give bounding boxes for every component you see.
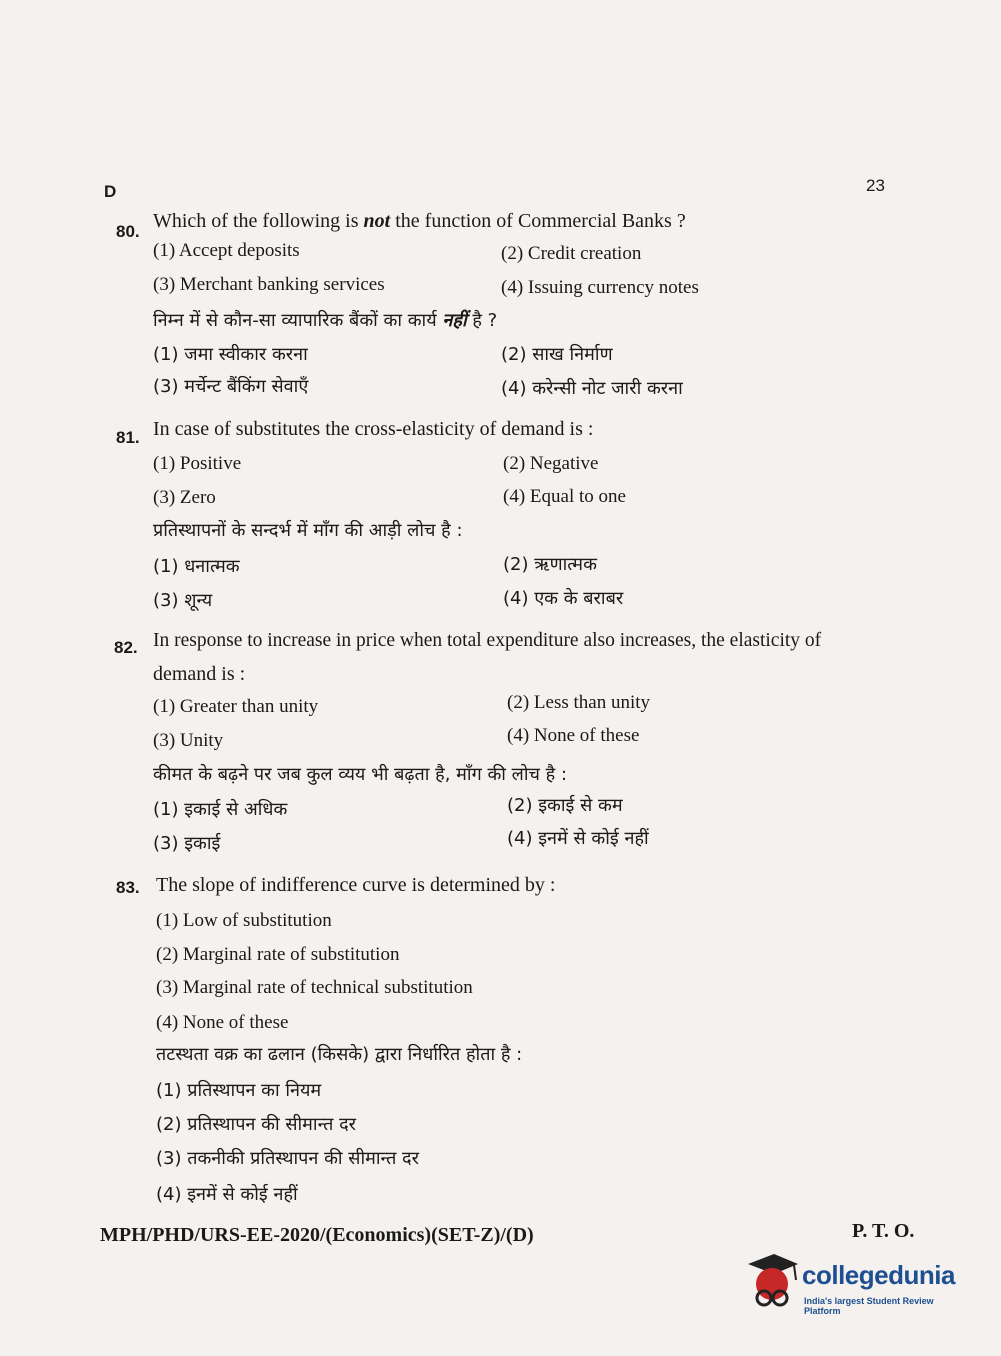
- option-en-2: (2) Credit creation: [501, 243, 642, 264]
- option-hi-3: (3) तकनीकी प्रतिस्थापन की सीमान्त दर: [156, 1148, 419, 1169]
- collegedunia-logo: [742, 1248, 972, 1318]
- option-hi-4: (4) इनमें से कोई नहीं: [156, 1184, 298, 1205]
- option-hi-4: (4) इनमें से कोई नहीं: [507, 828, 649, 849]
- option-en-3: (3) Zero: [153, 487, 216, 508]
- option-en-3: (3) Unity: [153, 730, 224, 751]
- option-en-1: (1) Accept deposits: [153, 240, 300, 261]
- option-hi-2: (2) प्रतिस्थापन की सीमान्त दर: [156, 1114, 357, 1135]
- option-en-4: (4) None of these: [507, 725, 640, 746]
- option-en-3: (3) Merchant banking services: [153, 274, 385, 295]
- pto-label: P. T. O.: [852, 1220, 915, 1242]
- option-hi-2: (2) इकाई से कम: [507, 795, 623, 816]
- question-text-en-line2: demand is :: [153, 663, 246, 685]
- option-en-1: (1) Greater than unity: [153, 696, 319, 717]
- option-hi-3: (3) शून्य: [153, 590, 213, 611]
- question-text-hi: तटस्थता वक्र का ढलान (किसके) द्वारा निर्धारित होता है :: [156, 1044, 523, 1065]
- question-text-hi: कीमत के बढ़ने पर जब कुल व्यय भी बढ़ता है, माँग की लोच है :: [153, 764, 568, 785]
- question-text-en: Which of the following is not the function of Commercial Banks ?: [153, 210, 686, 232]
- question-text-en: In case of substitutes the cross-elasticity of demand is :: [153, 418, 594, 440]
- brand-tagline: India's largest Student Review Platform: [804, 1296, 934, 1316]
- question-text-hi: निम्न में से कौन-सा व्यापारिक बैंकों का कार्य नहीं है ?: [153, 310, 498, 331]
- option-hi-2: (2) साख निर्माण: [501, 344, 613, 365]
- option-hi-3: (3) इकाई: [153, 833, 221, 854]
- brand-name: collegedunia: [802, 1260, 955, 1290]
- option-hi-1: (1) जमा स्वीकार करना: [153, 344, 308, 365]
- option-en-3: (3) Marginal rate of technical substitution: [156, 977, 473, 998]
- option-en-4: (4) Equal to one: [503, 486, 626, 507]
- question-text-en: The slope of indifference curve is determined by :: [156, 874, 556, 896]
- option-hi-3: (3) मर्चेन्ट बैंकिंग सेवाएँ: [153, 376, 309, 397]
- set-code: D: [104, 182, 117, 201]
- option-en-4: (4) Issuing currency notes: [501, 277, 699, 298]
- page-number: 23: [866, 176, 885, 195]
- option-hi-1: (1) प्रतिस्थापन का नियम: [156, 1080, 322, 1101]
- option-en-2: (2) Marginal rate of substitution: [156, 944, 400, 965]
- graduate-mascot-icon: [742, 1250, 800, 1312]
- option-hi-1: (1) धनात्मक: [153, 556, 240, 577]
- option-en-4: (4) None of these: [156, 1012, 289, 1033]
- option-hi-4: (4) एक के बराबर: [503, 588, 624, 609]
- question-number: 83.: [116, 878, 140, 897]
- emphasis-not: not: [363, 210, 391, 232]
- option-hi-2: (2) ऋणात्मक: [503, 554, 597, 575]
- option-en-2: (2) Less than unity: [507, 692, 651, 713]
- option-hi-4: (4) करेन्सी नोट जारी करना: [501, 378, 683, 399]
- paper-code: MPH/PHD/URS-EE-2020/(Economics)(SET-Z)/(D): [100, 1224, 534, 1246]
- option-en-1: (1) Low of substitution: [156, 910, 332, 931]
- emphasis-nahin: नहीं: [442, 310, 467, 331]
- option-en-2: (2) Negative: [503, 453, 599, 474]
- option-hi-1: (1) इकाई से अधिक: [153, 799, 288, 820]
- question-number: 82.: [114, 638, 138, 657]
- question-number: 81.: [116, 428, 140, 447]
- question-text-en-line1: In response to increase in price when total expenditure also increases, the elasticity of: [153, 630, 822, 651]
- question-text-hi: प्रतिस्थापनों के सन्दर्भ में माँग की आड़ी लोच है :: [153, 520, 463, 541]
- question-number: 80.: [116, 222, 140, 241]
- option-en-1: (1) Positive: [153, 453, 242, 474]
